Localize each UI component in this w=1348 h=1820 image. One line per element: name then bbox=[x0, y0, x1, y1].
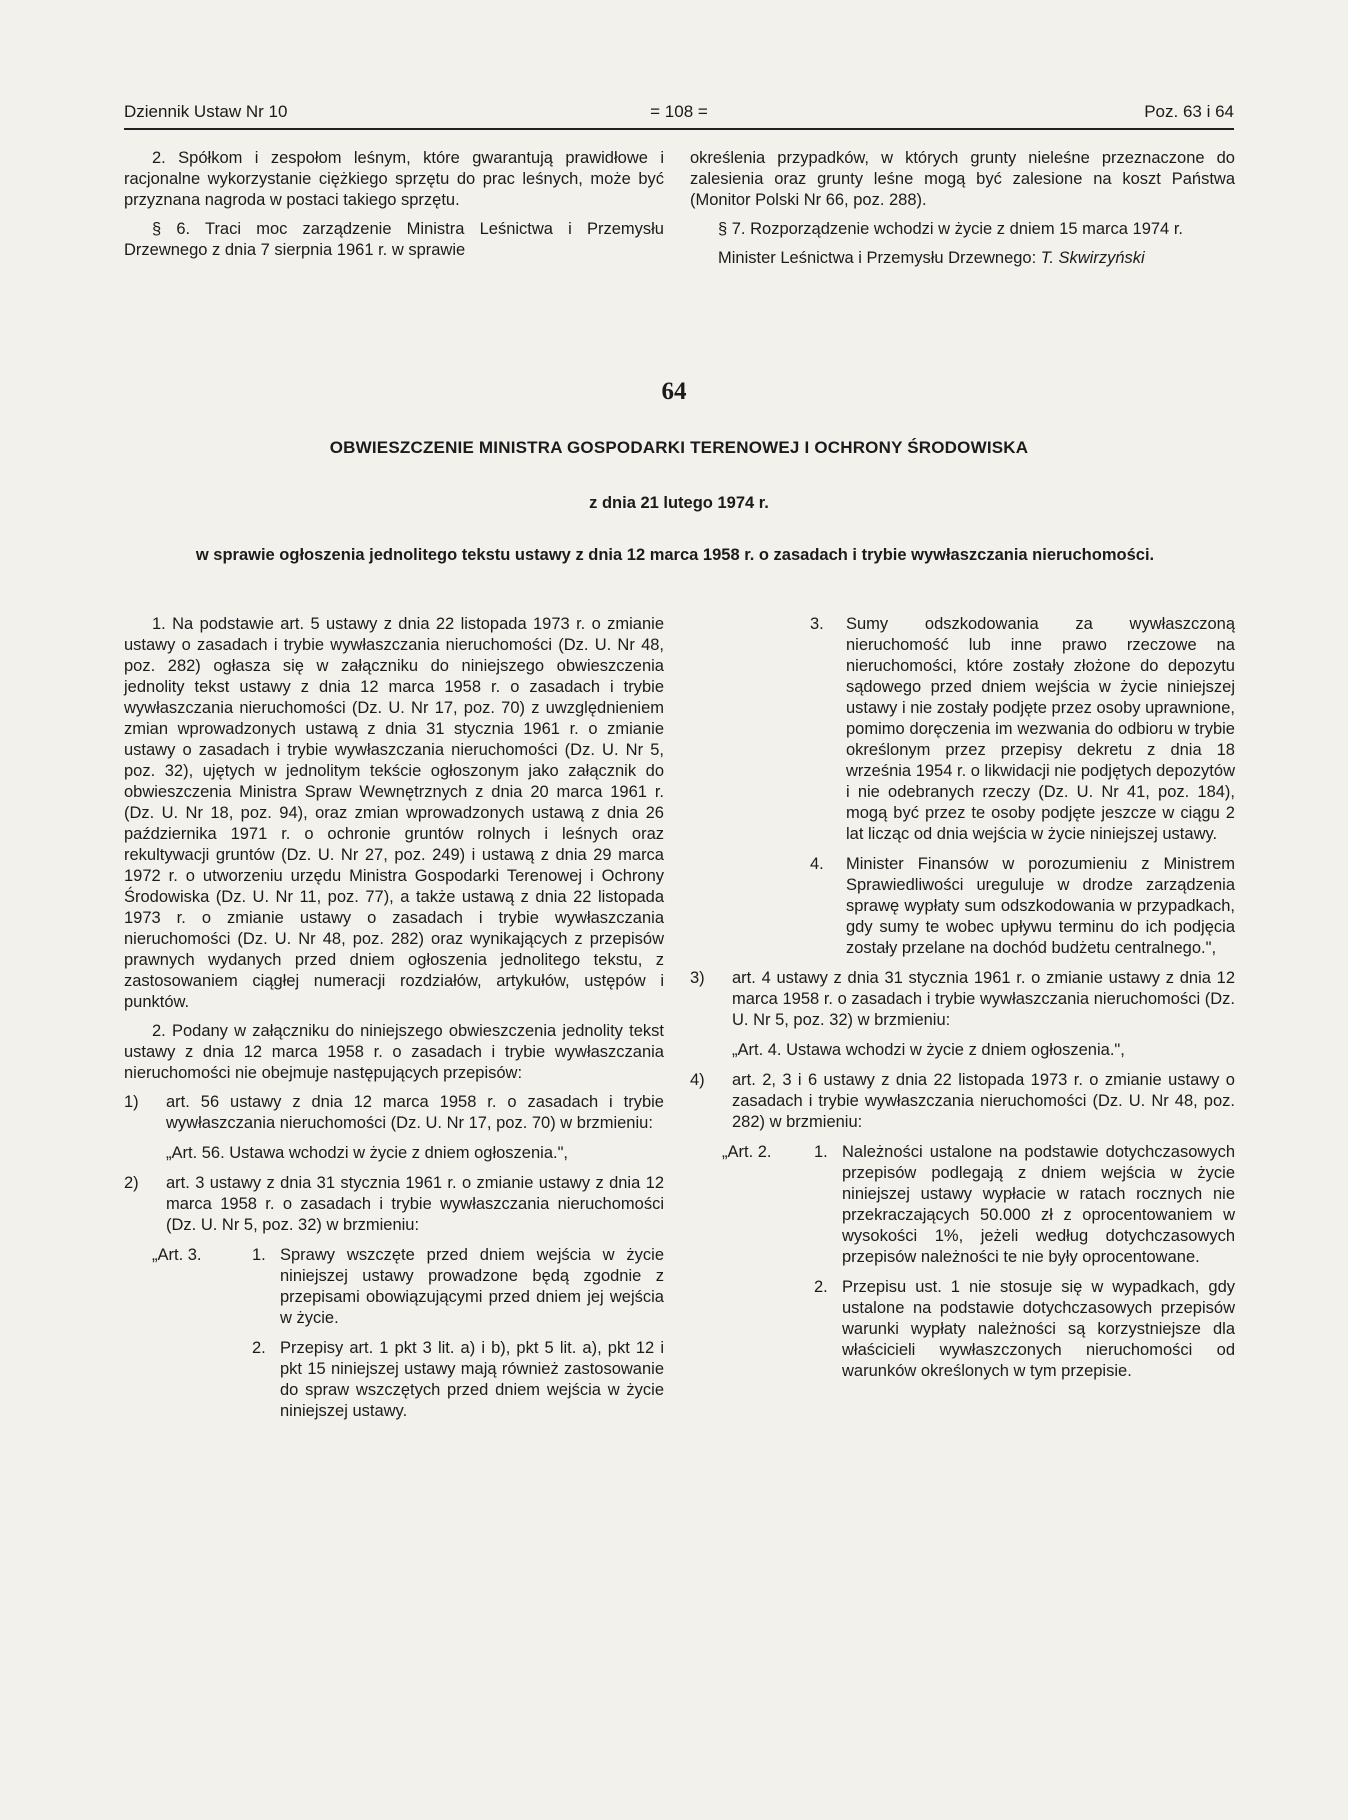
paragraph: § 6. Traci moc zarządzenie Ministra Leśnictwa i Przemysłu Drzewnego z dnia 7 sierpnia 1961 r. w sprawie bbox=[124, 220, 664, 259]
item-text: art. 56 ustawy z dnia 12 marca 1958 r. o zasadach i trybie wywłaszczania nieruchomości (Dz. U. Nr 17, poz. 70) w brzmieniu: bbox=[166, 1093, 664, 1132]
item-text: art. 2, 3 i 6 ustawy z dnia 22 listopada 1973 r. o zmianie ustawy o zasadach i trybie wywłaszczania nieruchomości (Dz. U. Nr 48, poz. 282) w brzmieniu: bbox=[732, 1071, 1235, 1131]
signature-name: T. Skwirzyński bbox=[1040, 249, 1145, 267]
main-left-column bbox=[124, 614, 664, 1440]
section-text: Sprawy wszczęte przed dniem wejścia w życie niniejszej ustawy prowadzone będą zgodnie z przepisami obowiązującymi przed dniem jej wejścia w życie. bbox=[280, 1246, 664, 1327]
item-text: art. 4 ustawy z dnia 31 stycznia 1961 r. o zmianie ustawy z dnia 12 marca 1958 r. o zasadach i trybie wywłaszczania nieruchomości (Dz. U. Nr 5, poz. 32) w brzmieniu: bbox=[732, 969, 1235, 1029]
quoted-article bbox=[722, 1142, 1235, 1391]
article-section bbox=[814, 1142, 1235, 1268]
page-number: = 108 = bbox=[650, 102, 708, 121]
article-section bbox=[810, 854, 1235, 959]
paragraph: § 7. Rozporządzenie wchodzi w życie z dniem 15 marca 1974 r. bbox=[718, 220, 1183, 238]
top-left-column bbox=[124, 148, 664, 269]
section-number: 3. bbox=[810, 615, 824, 633]
act-number: 64 bbox=[661, 378, 687, 405]
section-text: Minister Finansów w porozumieniu z Ministrem Sprawiedliwości ureguluje w drodze zarządzenia sprawę wypłaty sum odszkodowania w przypadkach, gdy sumy te wobec upływu terminu do ich podjęcia zostały przelane na dochód budżetu centralnego.", bbox=[846, 855, 1235, 957]
paragraph: 2. Podany w załączniku do niniejszego obwieszczenia jednolity tekst ustawy z dnia 12 marca 1958 r. o zasadach i trybie wywłaszczania nieruchomości nie obejmuje następujących przepisów: bbox=[124, 1022, 664, 1082]
article-section bbox=[252, 1338, 664, 1422]
quoted-article: „Art. 56. Ustawa wchodzi w życie z dniem ogłoszenia.", bbox=[166, 1144, 569, 1162]
list-item bbox=[690, 968, 1235, 1031]
section-number: 1. bbox=[252, 1246, 266, 1264]
act-title: OBWIESZCZENIE MINISTRA GOSPODARKI TERENOWEJ I OCHRONY ŚRODOWISKA bbox=[329, 438, 1029, 457]
position-reference: Poz. 63 i 64 bbox=[1144, 102, 1234, 121]
act-subject: w sprawie ogłoszenia jednolitego tekstu ustawy z dnia 12 marca 1958 r. o zasadach i trybie wywłaszczania nieruchomości. bbox=[195, 546, 1155, 564]
article-label: „Art. 2. bbox=[722, 1143, 772, 1161]
journal-name: Dziennik Ustaw Nr 10 bbox=[124, 102, 288, 121]
item-text: art. 3 ustawy z dnia 31 stycznia 1961 r. o zmianie ustawy z dnia 12 marca 1958 r. o zasadach i trybie wywłaszczania nieruchomości (Dz. U. Nr 5, poz. 32) w brzmieniu: bbox=[166, 1174, 664, 1234]
article-body bbox=[814, 1142, 1235, 1391]
section-text: Przepisu ust. 1 nie stosuje się w wypadkach, gdy ustalone na podstawie dotychczasowych przepisów warunki wypłaty należności są korzystniejsze dla właścicieli wywłaszczonych nieruchomości od warunków określonych w tym przepisie. bbox=[842, 1278, 1235, 1380]
list-item bbox=[124, 1173, 664, 1236]
page-header bbox=[124, 102, 1234, 128]
article-section bbox=[252, 1245, 664, 1329]
quoted-article: „Art. 4. Ustawa wchodzi w życie z dniem ogłoszenia.", bbox=[732, 1041, 1125, 1059]
list-item bbox=[690, 1070, 1235, 1133]
section-number: 2. bbox=[252, 1339, 266, 1357]
item-number: 4) bbox=[690, 1071, 705, 1089]
list-item bbox=[124, 1092, 664, 1134]
item-number: 3) bbox=[690, 969, 705, 987]
section-number: 4. bbox=[810, 855, 824, 873]
section-number: 2. bbox=[814, 1278, 828, 1296]
article-label: „Art. 3. bbox=[152, 1246, 202, 1264]
item-number: 1) bbox=[124, 1093, 139, 1111]
article-section bbox=[814, 1277, 1235, 1382]
paragraph: określenia przypadków, w których grunty nieleśne przeznaczone do zalesienia oraz grunty leśne mogą być zalesione na koszt Państwa (Monitor Polski Nr 66, poz. 288). bbox=[690, 149, 1235, 209]
item-number: 2) bbox=[124, 1174, 139, 1192]
paragraph: 2. Spółkom i zespołom leśnym, które gwarantują prawidłowe i racjonalne wykorzystanie ciężkiego sprzętu do prac leśnych, może być przyznana nagroda w postaci takiego sprzętu. bbox=[124, 149, 664, 209]
section-text: Przepisy art. 1 pkt 3 lit. a) i b), pkt 5 lit. a), pkt 12 i pkt 15 niniejszej ustawy mają również zastosowanie do spraw wszczętych przed dniem wejścia w życie niniejszej ustawy. bbox=[280, 1339, 664, 1420]
act-date: z dnia 21 lutego 1974 r. bbox=[589, 494, 769, 512]
signature-prefix: Minister Leśnictwa i Przemysłu Drzewnego: bbox=[718, 249, 1041, 267]
article-body bbox=[252, 1245, 664, 1431]
section-text: Należności ustalone na podstawie dotychczasowych przepisów podlegają z dniem wejścia w życie niniejszej ustawy wypłacie w ratach rocznych nie przekraczających 50.000 zł z oprocentowaniem w wysokości 1%, jeżeli według dotychczasowych przepisów należności te nie były oprocentowane. bbox=[842, 1143, 1235, 1266]
article-section bbox=[810, 614, 1235, 845]
top-right-column bbox=[690, 148, 1235, 277]
paragraph: 1. Na podstawie art. 5 ustawy z dnia 22 listopada 1973 r. o zmianie ustawy o zasadach i trybie wywłaszczania nieruchomości (Dz. U. Nr 48, poz. 282) ogłasza się w załączniku do niniejszego obwieszczenia jednolity tekst ustawy z dnia 12 marca 1958 r. o zasadach i trybie wywłaszczania nieruchomości (Dz. U. Nr 17, poz. 70) z uwzględnieniem zmian wprowadzonych ustawą z dnia 31 stycznia 1961 r. o zmianie ustawy o zasadach i trybie wywłaszczania nieruchomości (Dz. U. Nr 5, poz. 32), ujętych w jednolitym tekście ogłoszonym jako załącznik do obwieszczenia Ministra Spraw Wewnętrznych z dnia 20 marca 1961 r. (Dz. U. Nr 18, poz. 94), oraz zmian wprowadzonych ustawą z dnia 26 października 1971 r. o ochronie gruntów rolnych i leśnych oraz rekultywacji gruntów (Dz. U. Nr 27, poz. 249) i ustawą z dnia 29 marca 1972 r. o utworzeniu urzędu Ministra Gospodarki Terenowej i Ochrony Środowiska (Dz. U. Nr 11, poz. 77), a także ustawą z dnia 22 listopada 1973 r. o zmianie ustawy o zasadach i trybie wywłaszczania nieruchomości (Dz. U. Nr 48, poz. 282) oraz wynikających z przepisów prawnych wydanych przed dniem ogłoszenia jednolitego tekstu, z zastosowaniem ciągłej numeracji rozdziałów, artykułów, ustępów i punktów. bbox=[124, 615, 664, 1011]
header-rule bbox=[124, 128, 1234, 130]
main-right-column bbox=[690, 614, 1235, 1400]
section-text: Sumy odszkodowania za wywłaszczoną nieruchomość lub inne prawo rzeczowe na nieruchomości, które zostały złożone do depozytu sądowego przed dniem wejścia w życie niniejszej ustawy i nie zostały podjęte przez osoby uprawnione, pomimo doręczenia im wezwania do odbioru w trybie określonym przez przepisy dekretu z dnia 18 września 1954 r. o likwidacji nie podjętych depozytów i nie odebranych rzeczy (Dz. U. Nr 41, poz. 184), mogą być przez te osoby podjęte jeszcze w ciągu 2 lat licząc od dnia wejścia w życie niniejszej ustawy. bbox=[846, 615, 1235, 843]
quoted-article bbox=[152, 1245, 664, 1431]
signature bbox=[690, 248, 1235, 269]
section-number: 1. bbox=[814, 1143, 828, 1161]
